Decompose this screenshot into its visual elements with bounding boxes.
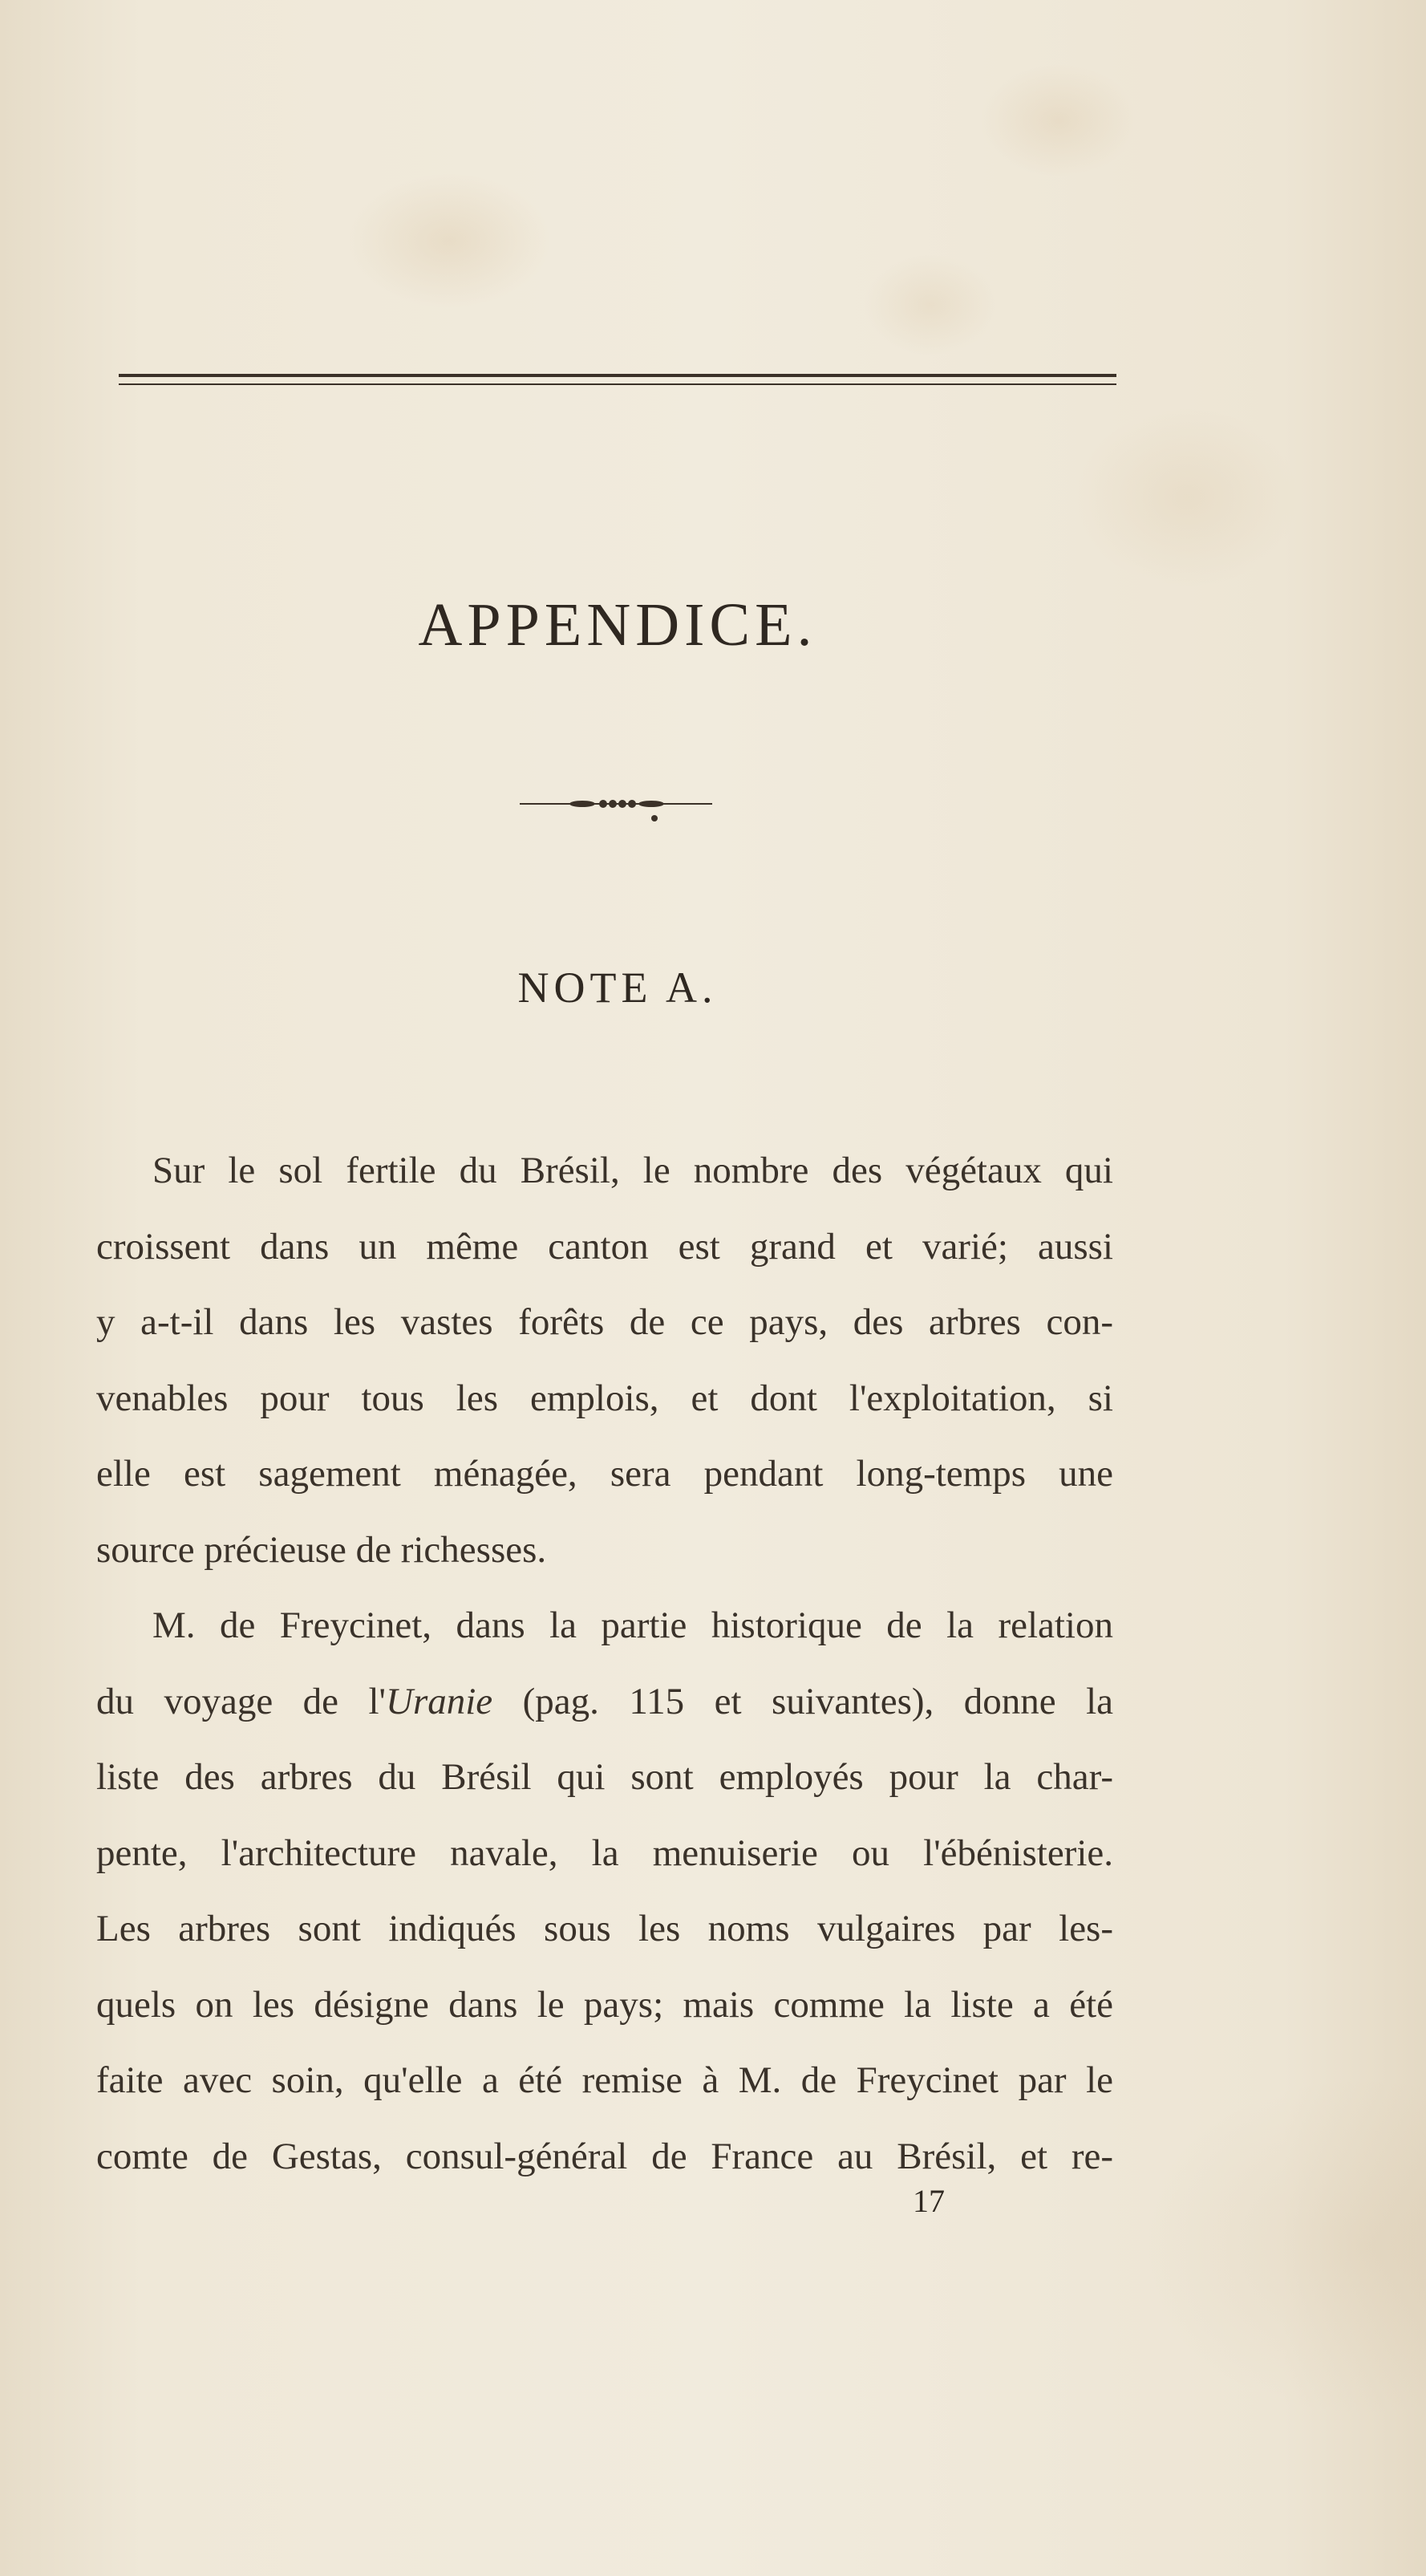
- section-subtitle: NOTE A.: [517, 963, 718, 1012]
- text-line: Sur le sol fertile du Brésil, le nombre des végétaux qui: [152, 1150, 1113, 1191]
- text-line: source précieuse de richesses.: [96, 1528, 547, 1571]
- top-rule-thick: [119, 374, 1116, 377]
- body-text: [96, 1133, 1113, 2194]
- text-run: du voyage de l': [96, 1680, 387, 1722]
- text-line: y a-t-il dans les vastes forêts de ce pays, des arbres con-: [96, 1301, 1113, 1343]
- page-number: 17: [913, 2183, 945, 2219]
- text-line: elle est sagement ménagée, sera pendant long-temps une: [96, 1453, 1113, 1495]
- text-line: liste des arbres du Brésil qui sont employés pour la char-: [96, 1756, 1113, 1798]
- ornament-divider-icon: [520, 793, 712, 825]
- ship-name: Uranie: [386, 1680, 493, 1722]
- top-rule-thin: [119, 383, 1116, 385]
- text-line: quels on les désigne dans le pays; mais comme la liste a été: [96, 1983, 1113, 2026]
- text-line: venables pour tous les emplois, et dont l'exploitation, si: [96, 1377, 1113, 1419]
- text-line: [96, 1664, 1113, 1740]
- text-line: faite avec soin, qu'elle a été remise à M. de Freycinet par le: [96, 2059, 1113, 2101]
- text-line: comte de Gestas, consul-général de France au Brésil, et re-: [96, 2135, 1113, 2177]
- text-line: croissent dans un même canton est grand et varié; aussi: [96, 1225, 1113, 1268]
- text-line: pente, l'architecture navale, la menuiserie ou l'ébénisterie.: [96, 1832, 1113, 1874]
- text-run: (pag. 115 et suivantes), donne la: [492, 1680, 1114, 1722]
- page-title: APPENDICE.: [418, 591, 817, 659]
- text-line: M. de Freycinet, dans la partie historique de la relation: [152, 1604, 1113, 1646]
- text-line: Les arbres sont indiqués sous les noms vulgaires par les-: [96, 1908, 1113, 1949]
